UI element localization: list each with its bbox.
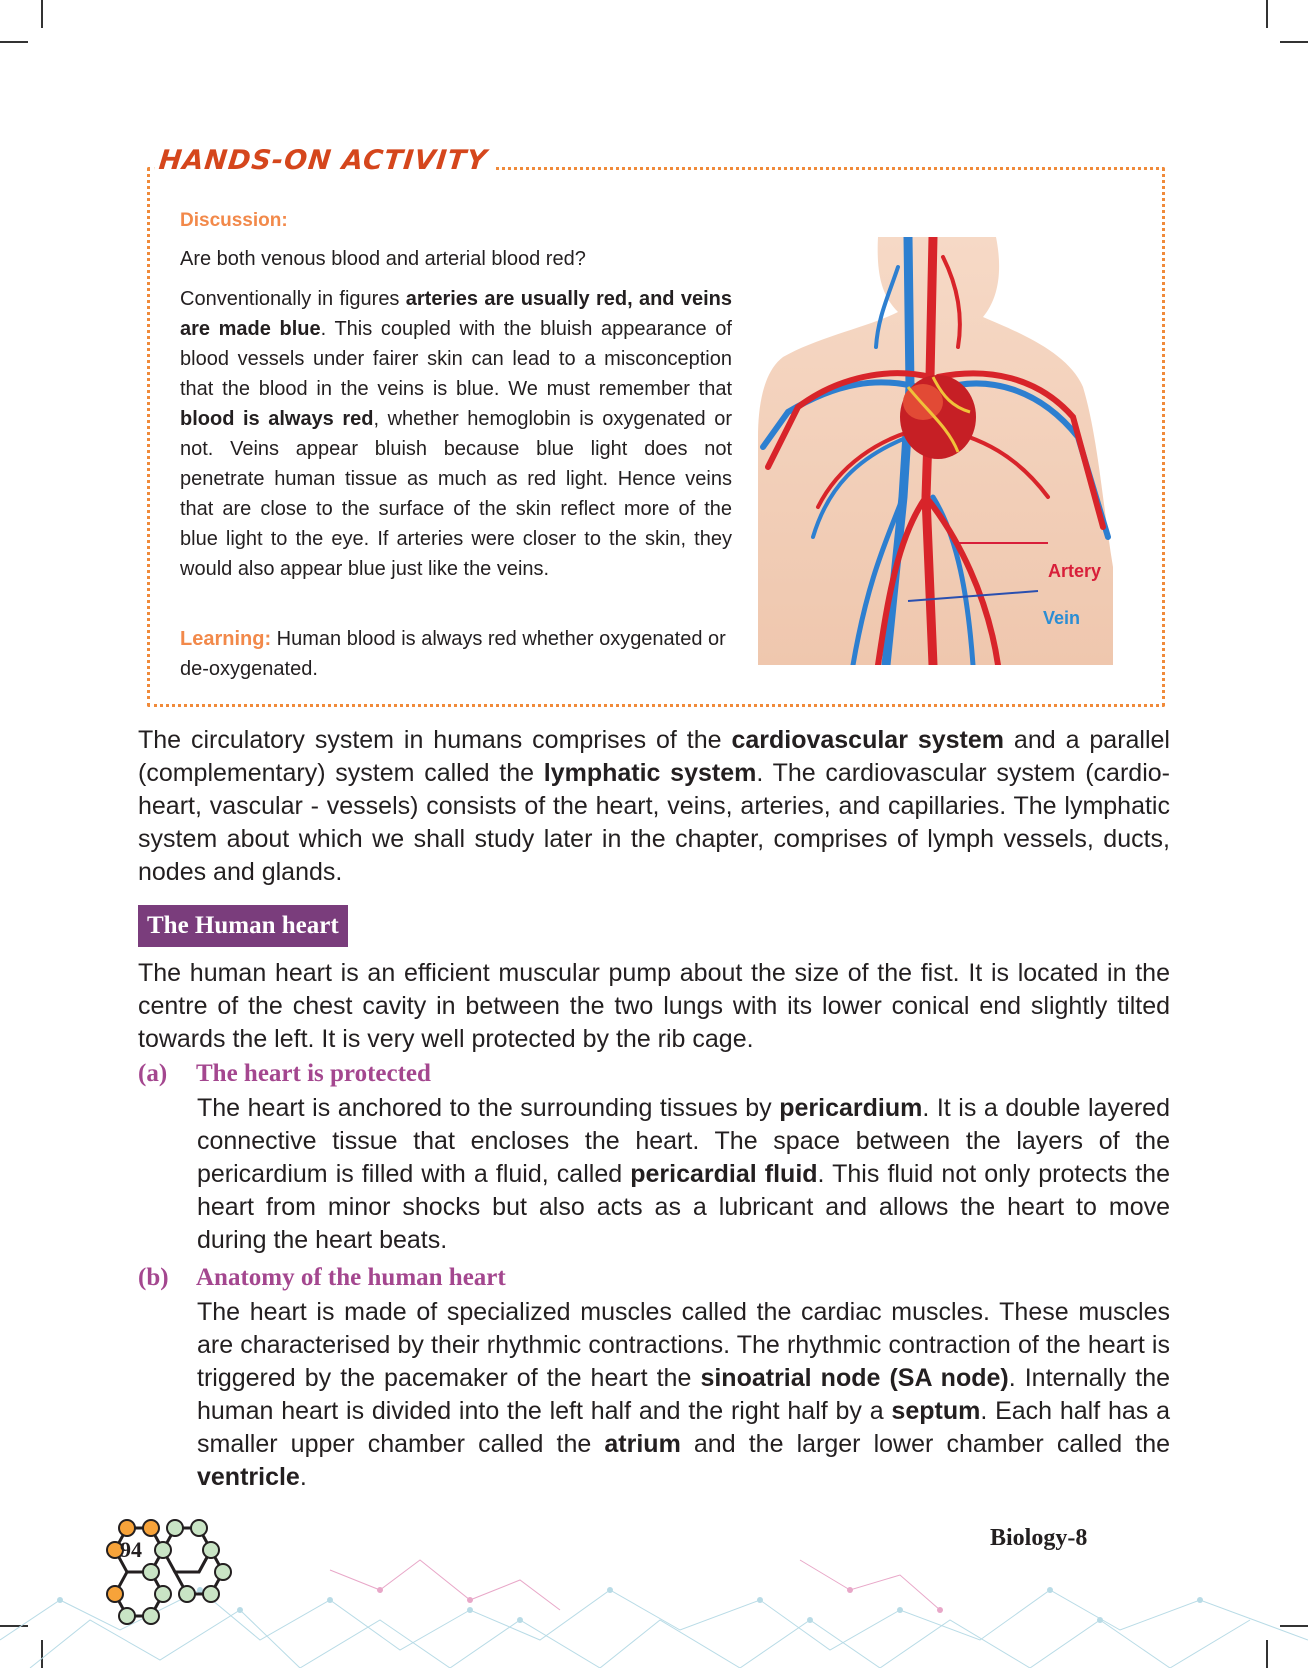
vein-label: Vein	[1043, 608, 1081, 628]
circulatory-system-figure	[758, 237, 1113, 665]
text-run: and a parallel (complementary) system called the	[138, 726, 1170, 787]
text-run: The heart is made of specialized muscles called the cardiac muscles. These muscles are characterised by their rhythmic contractions. The rhythmic contraction of the heart is triggered by the pacemaker of the heart the	[197, 1298, 1170, 1392]
page-number-hexagon-icon	[95, 1500, 255, 1630]
bold-term: pericardium	[779, 1094, 923, 1122]
bold-term: ventricle	[197, 1463, 300, 1491]
subsection-a-body	[197, 1092, 1170, 1257]
text-run: , whether hemoglobin is oxygenated or not. Veins appear bluish because blue light does not penetrate human tissue as much as red light. Hence veins that are close to the surface of the skin reflect more of the blue light to the eye. If arteries were closer to the skin, they would also appear blue just like the veins.	[180, 408, 732, 580]
text-run: The heart is anchored to the surrounding tissues by	[197, 1094, 780, 1122]
learning-text: Human blood is always red whether oxygenated or de-oxygenated.	[180, 628, 726, 680]
subheading-a	[138, 1060, 431, 1088]
discussion-body	[180, 284, 732, 584]
text-run: Conventionally in figures	[180, 288, 406, 310]
bold-term: arteries are usually red, and veins are made blue	[180, 288, 732, 340]
book-title: Biology-8	[990, 1525, 1088, 1551]
text-run: . This fluid not only protects the heart from minor shocks but also acts as a lubricant and allows the heart to move during the heart beats.	[197, 1160, 1170, 1254]
crop-mark	[0, 41, 28, 43]
heart-icon	[900, 375, 976, 459]
crop-mark	[1280, 41, 1308, 43]
discussion-label: Discussion:	[180, 210, 288, 231]
text-run: The circulatory system in humans comprises of the	[138, 726, 732, 754]
subheading-a-title: The heart is protected	[196, 1060, 431, 1087]
text-run: . Each half has a smaller upper chamber called the	[197, 1397, 1170, 1458]
bold-term: sinoatrial node (SA node)	[700, 1364, 1009, 1392]
crop-mark	[1266, 0, 1268, 28]
text-run: and the larger lower chamber called the	[680, 1430, 1170, 1458]
activity-title: HANDS-ON ACTIVITY	[153, 145, 497, 176]
section-paragraph: The human heart is an efficient muscular pump about the size of the fist. It is located in the centre of the chest cavity in between the two lungs with its lower conical end slightly tilted towards the left. It is very well protected by the rib cage.	[138, 959, 1170, 1053]
discussion-question: Are both venous blood and arterial blood red?	[180, 248, 586, 270]
text-run: . Internally the human heart is divided into the left half and the right half by a	[197, 1364, 1171, 1425]
artery-label: Artery	[1048, 561, 1102, 581]
subheading-b-marker: (b)	[138, 1264, 169, 1291]
text-run: . This coupled with the bluish appearance of blood vessels under fairer skin can lead to a misconception that the blood in the veins is blue. We must remember that	[180, 318, 732, 400]
bold-term: atrium	[604, 1430, 681, 1458]
subsection-b-body	[197, 1296, 1170, 1494]
subheading-b	[138, 1264, 506, 1292]
learning-label: Learning:	[180, 628, 272, 650]
text-run: . The cardiovascular system (cardio-heart, vascular - vessels) consists of the heart, veins, arteries, and capillaries. The lymphatic system about which we shall study later in the chapter, comprises of lymph vessels, ducts, nodes and glands.	[138, 759, 1170, 886]
bold-term: septum	[891, 1397, 981, 1425]
bold-term: lymphatic system	[543, 759, 757, 787]
text-run: .	[299, 1463, 307, 1491]
page-number: 94	[120, 1537, 142, 1562]
intro-paragraph	[138, 724, 1170, 889]
crop-mark	[41, 0, 43, 28]
subheading-b-title: Anatomy of the human heart	[196, 1264, 506, 1291]
bold-term: blood is always red	[180, 408, 374, 430]
bold-term: pericardial fluid	[630, 1160, 818, 1188]
learning-note	[180, 624, 732, 684]
section-heading: The Human heart	[138, 905, 348, 947]
text-run: . It is a double layered connective tissue that encloses the heart. The space between the layers of the pericardium is filled with a fluid, called	[197, 1094, 1170, 1188]
subheading-a-marker: (a)	[138, 1060, 168, 1087]
bold-term: cardiovascular system	[731, 726, 1005, 754]
